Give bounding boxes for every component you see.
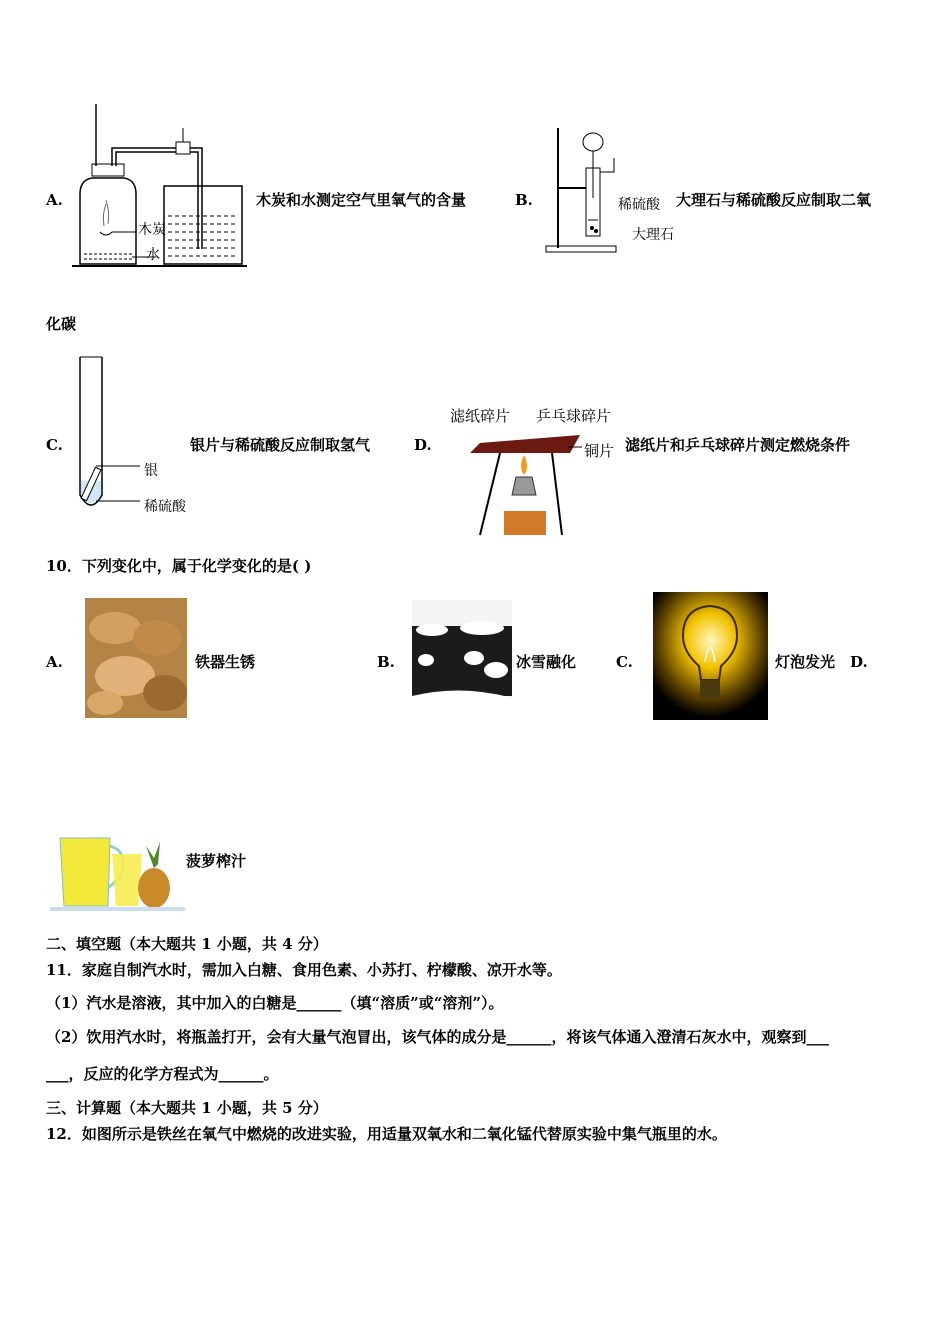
- option-d-text: 滤纸片和乒乓球碎片测定燃烧条件: [625, 436, 851, 454]
- silver-label: 银: [144, 463, 158, 479]
- ping-pong-label: 乒乓球碎片: [536, 407, 612, 425]
- dilute-sulfuric-acid-label-c: 稀硫酸: [144, 499, 186, 515]
- copper-sheet-label: 铜片: [584, 442, 615, 460]
- filter-paper-label: 滤纸碎片: [450, 407, 511, 425]
- charcoal-water-apparatus-diagram: [72, 104, 252, 269]
- option-a-text: 木炭和水测定空气里氧气的含量: [256, 191, 467, 209]
- rusted-iron-photo: [85, 598, 187, 718]
- combustion-tripod-diagram: [470, 425, 600, 540]
- option-d-letter: D.: [414, 436, 432, 454]
- option-b-text-cont: 化碳: [46, 315, 77, 333]
- q10-a-text: 铁器生锈: [195, 653, 256, 671]
- water-label: 水: [146, 247, 160, 263]
- charcoal-label: 木炭: [138, 222, 166, 238]
- dilute-sulfuric-acid-label-b: 稀硫酸: [618, 197, 660, 213]
- q10-stem: 10．下列变化中，属于化学变化的是( ): [46, 557, 312, 575]
- glowing-bulb-photo: [653, 592, 768, 720]
- q11-stem: 11．家庭自制汽水时，需加入白糖、食用色素、小苏打、柠檬酸、凉开水等。: [46, 961, 562, 979]
- q10-b-letter: B.: [377, 653, 395, 671]
- q11-part2: （2）饮用汽水时，将瓶盖打开，会有大量气泡冒出，该气体的成分是______，将该气体通入澄清石灰水中，观察到___: [46, 1028, 829, 1046]
- option-c-letter: C.: [46, 436, 63, 454]
- q10-d-letter: D.: [850, 653, 868, 671]
- melting-snow-photo: [412, 600, 512, 720]
- q10-c-text: 灯泡发光: [775, 653, 836, 671]
- option-a-letter: A.: [46, 191, 63, 209]
- section3-heading: 三、计算题（本大题共 1 小题，共 5 分）: [46, 1099, 328, 1117]
- q11-part2-cont: ___，反应的化学方程式为______。: [46, 1065, 279, 1083]
- option-c-text: 银片与稀硫酸反应制取氢气: [190, 436, 371, 454]
- q10-b-text: 冰雪融化: [516, 653, 577, 671]
- silver-acid-test-tube-diagram: [74, 355, 184, 515]
- q10-d-text: 菠萝榨汁: [186, 852, 247, 870]
- q11-part1: （1）汽水是溶液，其中加入的白糖是______（填“溶质”或“溶剂”）。: [46, 994, 504, 1012]
- q10-c-letter: C.: [616, 653, 633, 671]
- section2-heading: 二、填空题（本大题共 1 小题，共 4 分）: [46, 935, 328, 953]
- option-b-letter: B.: [515, 191, 533, 209]
- q12-stem: 12．如图所示是铁丝在氧气中燃烧的改进实验，用适量双氧水和二氧化锰代替原实验中集气瓶里的水。: [46, 1125, 727, 1143]
- marble-label: 大理石: [632, 227, 674, 243]
- pineapple-juice-photo: [50, 818, 185, 913]
- q10-a-letter: A.: [46, 653, 63, 671]
- option-b-text: 大理石与稀硫酸反应制取二氧: [676, 191, 872, 209]
